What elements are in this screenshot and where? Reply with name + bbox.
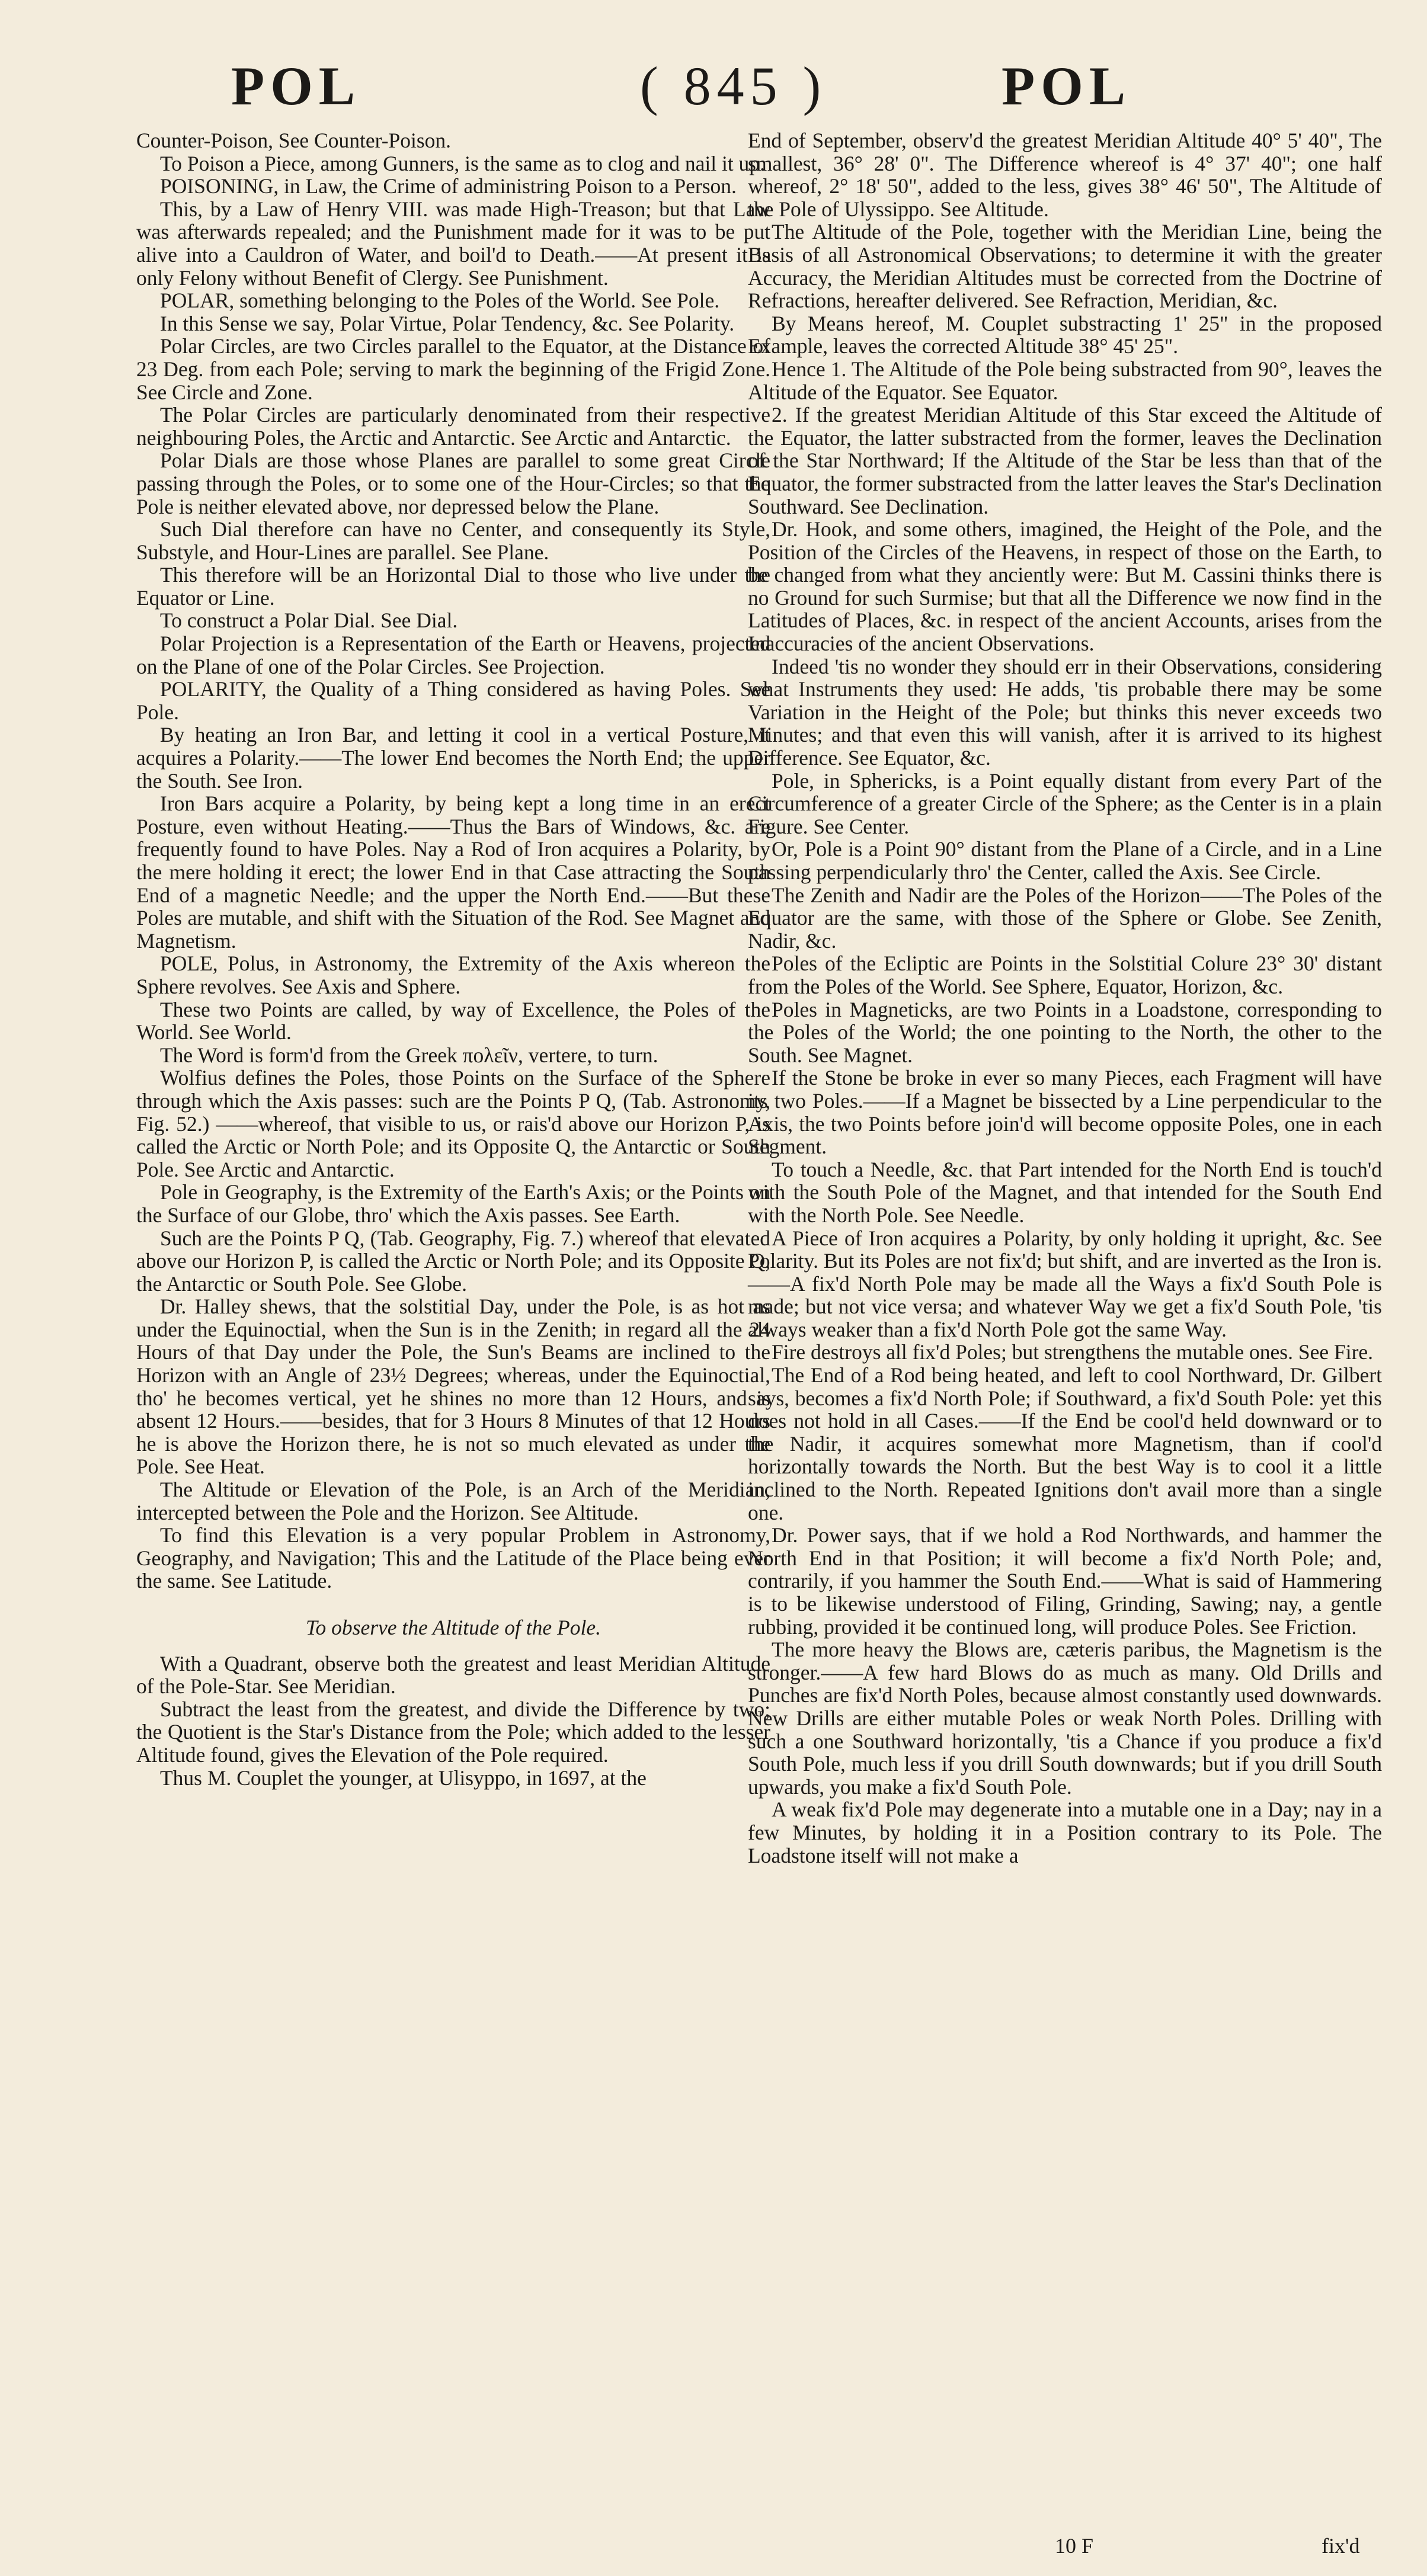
left-column xyxy=(136,129,770,1789)
entry-paragraph: Poles of the Ecliptic are Points in the Solstitial Colure 23° 30' distant from the Poles of the World. See Sphere, Equator, Horizon, &c. xyxy=(748,951,1382,998)
entry-paragraph: Dr. Halley shews, that the solstitial Day, under the Pole, is as hot as under the Equinoctial, when the Sun is in the Zenith; in regard all the 24 Hours of that Day under the Pole, the Sun's Beams are inclined to the Horizon with an Angle of 23½ Degrees; whereas, under the Equinoctial, tho' he becomes vertical, yet he shines no more than 12 Hours, and is absent 12 Hours.——besides, that for 3 Hours 8 Minutes of that 12 Hours he is above the Horizon there, he is not so much elevated as under the Pole. See Heat. xyxy=(136,1295,770,1479)
header-right-word: POL xyxy=(1002,56,1132,116)
catchword: fix'd xyxy=(1322,2534,1360,2558)
entry-paragraph: A Piece of Iron acquires a Polarity, by only holding it upright, &c. See Polarity. But its Poles are not fix'd; but shift, and are inverted as the Iron is.——A fix'd North Pole may be made all the Ways a fix'd South Pole is made; but not vice versa; and whatever Way we get a fix'd South Pole, 'tis always weaker than a fix'd North Pole got the same Way. xyxy=(748,1226,1382,1341)
entry-paragraph: POLAR, something belonging to the Poles of the World. See Pole. xyxy=(160,289,720,313)
entry-paragraph: End of September, observ'd the greatest Meridian Altitude 40° 5' 40", The smallest, 36° 28' 0". The Difference whereof is 4° 37' 40"; one half whereof, 2° 18' 50", added to the less, gives 38° 46' 50", The Altitude of the Pole of Ulyssippo. See Altitude. xyxy=(748,129,1382,221)
entry-paragraph: Polar Projection is a Representation of the Earth or Heavens, projected on the Plane of one of the Polar Circles. See Projection. xyxy=(136,632,770,678)
entry-paragraph: This, by a Law of Henry VIII. was made High-Treason; but that Law was afterwards repealed; and the Punishment made for it was to be put alive into a Cauldron of Water, and boil'd to Death.——At present it is only Felony without Benefit of Clergy. See Punishment. xyxy=(136,197,770,290)
entry-paragraph: To find this Elevation is a very popular Problem in Astronomy, Geography, and Navigation; This and the Latitude of the Place being ever the same. See Latitude. xyxy=(136,1523,770,1593)
entry-paragraph: Polar Dials are those whose Planes are parallel to some great Circle passing through the Poles, or to some one of the Hour-Circles; so that the Pole is neither elevated above, nor depressed below the Plane. xyxy=(136,448,770,518)
entry-paragraph: Iron Bars acquire a Polarity, by being kept a long time in an erect Posture, even without Heating.——Thus the Bars of Windows, &c. are frequently found to have Poles. Nay a Rod of Iron acquires a Polarity, by the mere holding it erect; the lower End in that Case attracting the South End of a magnetic Needle; and the upper the North End.——But these Poles are mutable, and shift with the Situation of the Rod. See Magnet and Magnetism. xyxy=(136,792,770,953)
entry-paragraph: Dr. Power says, that if we hold a Rod Northwards, and hammer the North End in that Position; it will become a fix'd North Pole; and, contrarily, if you hammer the South End.——What is said of Hammering is to be likewise understood of Filing, Grinding, Sawing; nay, a gentle rubbing, provided it be continued long, will produce Poles. See Friction. xyxy=(748,1523,1382,1639)
entry-paragraph: To touch a Needle, &c. that Part intended for the North End is touch'd with the South Pole of the Magnet, and that intended for the South End with the North Pole. See Needle. xyxy=(748,1157,1382,1227)
right-column xyxy=(748,129,1382,1867)
entry-paragraph: By heating an Iron Bar, and letting it cool in a vertical Posture, it acquires a Polarity.——The lower End becomes the North End; the upper the South. See Iron. xyxy=(136,723,770,793)
entry-paragraph: Counter-Poison, See Counter-Poison. xyxy=(136,129,452,152)
entry-paragraph: A weak fix'd Pole may degenerate into a mutable one in a Day; nay in a few Minutes, by holding it in a Position contrary to its Pole. The Loadstone itself will not make a xyxy=(748,1798,1382,1867)
entry-paragraph: Poles in Magneticks, are two Points in a Loadstone, corresponding to the Poles of the World; the one pointing to the North, the other to the South. See Magnet. xyxy=(748,997,1382,1067)
entry-paragraph: Fire destroys all fix'd Poles; but strengthens the mutable ones. See Fire. xyxy=(772,1340,1374,1364)
entry-paragraph: The Altitude of the Pole, together with the Meridian Line, being the Basis of all Astronomical Observations; to determine it with the greater Accuracy, the Meridian Altitudes must be corrected from the Doctrine of Refractions, hereafter delivered. See Refraction, Meridian, &c. xyxy=(748,220,1382,313)
entry-paragraph: Dr. Hook, and some others, imagined, the Height of the Pole, and the Position of the Circles of the Heavens, in respect of those on the Earth, to be changed from what they anciently were: But M. Cassini thinks there is no Ground for such Surmise; but that all the Difference we now find in the Latitudes of Places, &c. in respect of the ancient Accounts, arises from the Inaccuracies of the ancient Observations. xyxy=(748,517,1382,656)
entry-paragraph: Subtract the least from the greatest, and divide the Difference by two; the Quotient is the Star's Distance from the Pole; which added to the lesser Altitude found, gives the Elevation of the Pole required. xyxy=(136,1697,770,1767)
entry-paragraph: POLARITY, the Quality of a Thing considered as having Poles. See Pole. xyxy=(136,677,770,724)
entry-paragraph: Thus M. Couplet the younger, at Ulisyppo, in 1697, at the xyxy=(160,1766,647,1790)
entry-paragraph: The more heavy the Blows are, cæteris paribus, the Magnetism is the stronger.——A few hard Blows do as much as many. Old Drills and Punches are fix'd North Poles, because almost constantly used downwards. New Drills are either mutable Poles or weak North Poles. Drilling with such a one Southward horizontally, 'tis a Chance if you produce a fix'd South Pole, much less if you drill South downwards; but if you drill South upwards, you make a fix'd South Pole. xyxy=(748,1638,1382,1799)
page-number: ( 845 ) xyxy=(640,56,827,116)
entry-paragraph: To construct a Polar Dial. See Dial. xyxy=(160,608,458,633)
entry-paragraph: To Poison a Piece, among Gunners, is the same as to clog and nail it up. xyxy=(160,151,765,175)
entry-paragraph: These two Points are called, by way of Excellence, the Poles of the World. See World. xyxy=(136,997,770,1045)
entry-paragraph: Indeed 'tis no wonder they should err in their Observations, considering what Instruments they used: He adds, 'tis probable there may be some Variation in the Height of the Pole; but thinks this never exceeds two Minutes; and that even this will vanish, after it is arrived to its highest Difference. See Equator, &c. xyxy=(748,654,1382,770)
entry-paragraph: The Altitude or Elevation of the Pole, is an Arch of the Meridian, intercepted between the Pole and the Horizon. See Altitude. xyxy=(136,1478,770,1524)
entry-paragraph: Pole in Geography, is the Extremity of the Earth's Axis; or the Points on the Surface of our Globe, thro' which the Axis passes. See Earth. xyxy=(136,1180,770,1227)
entry-paragraph: Hence 1. The Altitude of the Pole being substracted from 90°, leaves the Altitude of the Equator. See Equator. xyxy=(748,357,1382,404)
entry-paragraph: The End of a Rod being heated, and left to cool Northward, Dr. Gilbert says, becomes a fix'd North Pole; if Southward, a fix'd South Pole: yet this does not hold in all Cases.——If the End be cool'd held downward or to the Nadir, it acquires somewhat more Magnetism, than if cool'd horizontally towards the North. But the best Way is to cool it a little inclined to the North. Repeated Ignitions don't avail more than a single one. xyxy=(748,1363,1382,1524)
entry-paragraph: Such Dial therefore can have no Center, and consequently its Style, Substyle, and Hour-Lines are parallel. See Plane. xyxy=(136,517,770,564)
entry-paragraph: Wolfius defines the Poles, those Points on the Surface of the Sphere through which the Axis passes: such are the Points P Q, (Tab. Astronomy, Fig. 52.) ——whereof, that visible to us, or rais'd above our Horizon P, is called the Arctic or North Pole; and its Opposite Q, the Antarctic or South Pole. See Arctic and Antarctic. xyxy=(136,1066,770,1181)
page-footer xyxy=(0,2533,1427,2562)
entry-paragraph: Such are the Points P Q, (Tab. Geography, Fig. 7.) whereof that elevated above our Horizon P, is called the Arctic or North Pole; and its Opposite Q, the Antarctic or South Pole. See Globe. xyxy=(136,1226,770,1296)
entry-paragraph: The Word is form'd from the Greek πολεῖν, vertere, to turn. xyxy=(160,1043,658,1067)
entry-paragraph: By Means hereof, M. Couplet substracting 1' 25" in the proposed Example, leaves the corrected Altitude 38° 45' 25". xyxy=(748,311,1382,358)
header-left-word: POL xyxy=(231,56,361,116)
entry-paragraph: If the Stone be broke in ever so many Pieces, each Fragment will have its two Poles.——If a Magnet be bissected by a Line perpendicular to the Axis, the two Points before join'd will become opposite Poles, one in each Segment. xyxy=(748,1066,1382,1159)
entry-paragraph: 2. If the greatest Meridian Altitude of this Star exceed the Altitude of the Equator, the latter substracted from the former, leaves the Declination of the Star Northward; If the Altitude of the Star be less than that of the Equator, the former substracted from the latter leaves the Star's Declination Southward. See Declination. xyxy=(748,403,1382,518)
signature-mark: 10 F xyxy=(1055,2534,1094,2558)
entry-paragraph: The Polar Circles are particularly denominated from their respective neighbouring Poles, the Arctic and Antarctic. See Arctic and Antarctic. xyxy=(136,403,770,450)
entry-paragraph: In this Sense we say, Polar Virtue, Polar Tendency, &c. See Polarity. xyxy=(160,311,735,335)
section-subheading: To observe the Altitude of the Pole. xyxy=(306,1616,601,1639)
entry-paragraph: With a Quadrant, observe both the greatest and least Meridian Altitude of the Pole-Star. See Meridian. xyxy=(136,1651,770,1699)
entry-paragraph: Polar Circles, are two Circles parallel to the Equator, at the Distance of 23 Deg. from each Pole; serving to mark the beginning of the Frigid Zone. See Circle and Zone. xyxy=(136,334,770,404)
entry-paragraph: Or, Pole is a Point 90° distant from the Plane of a Circle, and in a Line passing perpendicularly thro' the Center, called the Axis. See Circle. xyxy=(748,837,1382,884)
running-header xyxy=(0,55,1427,120)
entry-paragraph: The Zenith and Nadir are the Poles of the Horizon——The Poles of the Equator are the same, with those of the Sphere or Globe. See Zenith, Nadir, &c. xyxy=(748,883,1382,953)
entry-paragraph: POLE, Polus, in Astronomy, the Extremity of the Axis whereon the Sphere revolves. See Axis and Sphere. xyxy=(136,951,770,998)
entry-paragraph: This therefore will be an Horizontal Dial to those who live under the Equator or Line. xyxy=(136,563,770,610)
entry-paragraph: Pole, in Sphericks, is a Point equally distant from every Part of the Circumference of a greater Circle of the Sphere; as the Center is in a plain Figure. See Center. xyxy=(748,768,1382,838)
entry-paragraph: POISONING, in Law, the Crime of administring Poison to a Person. xyxy=(160,174,737,198)
